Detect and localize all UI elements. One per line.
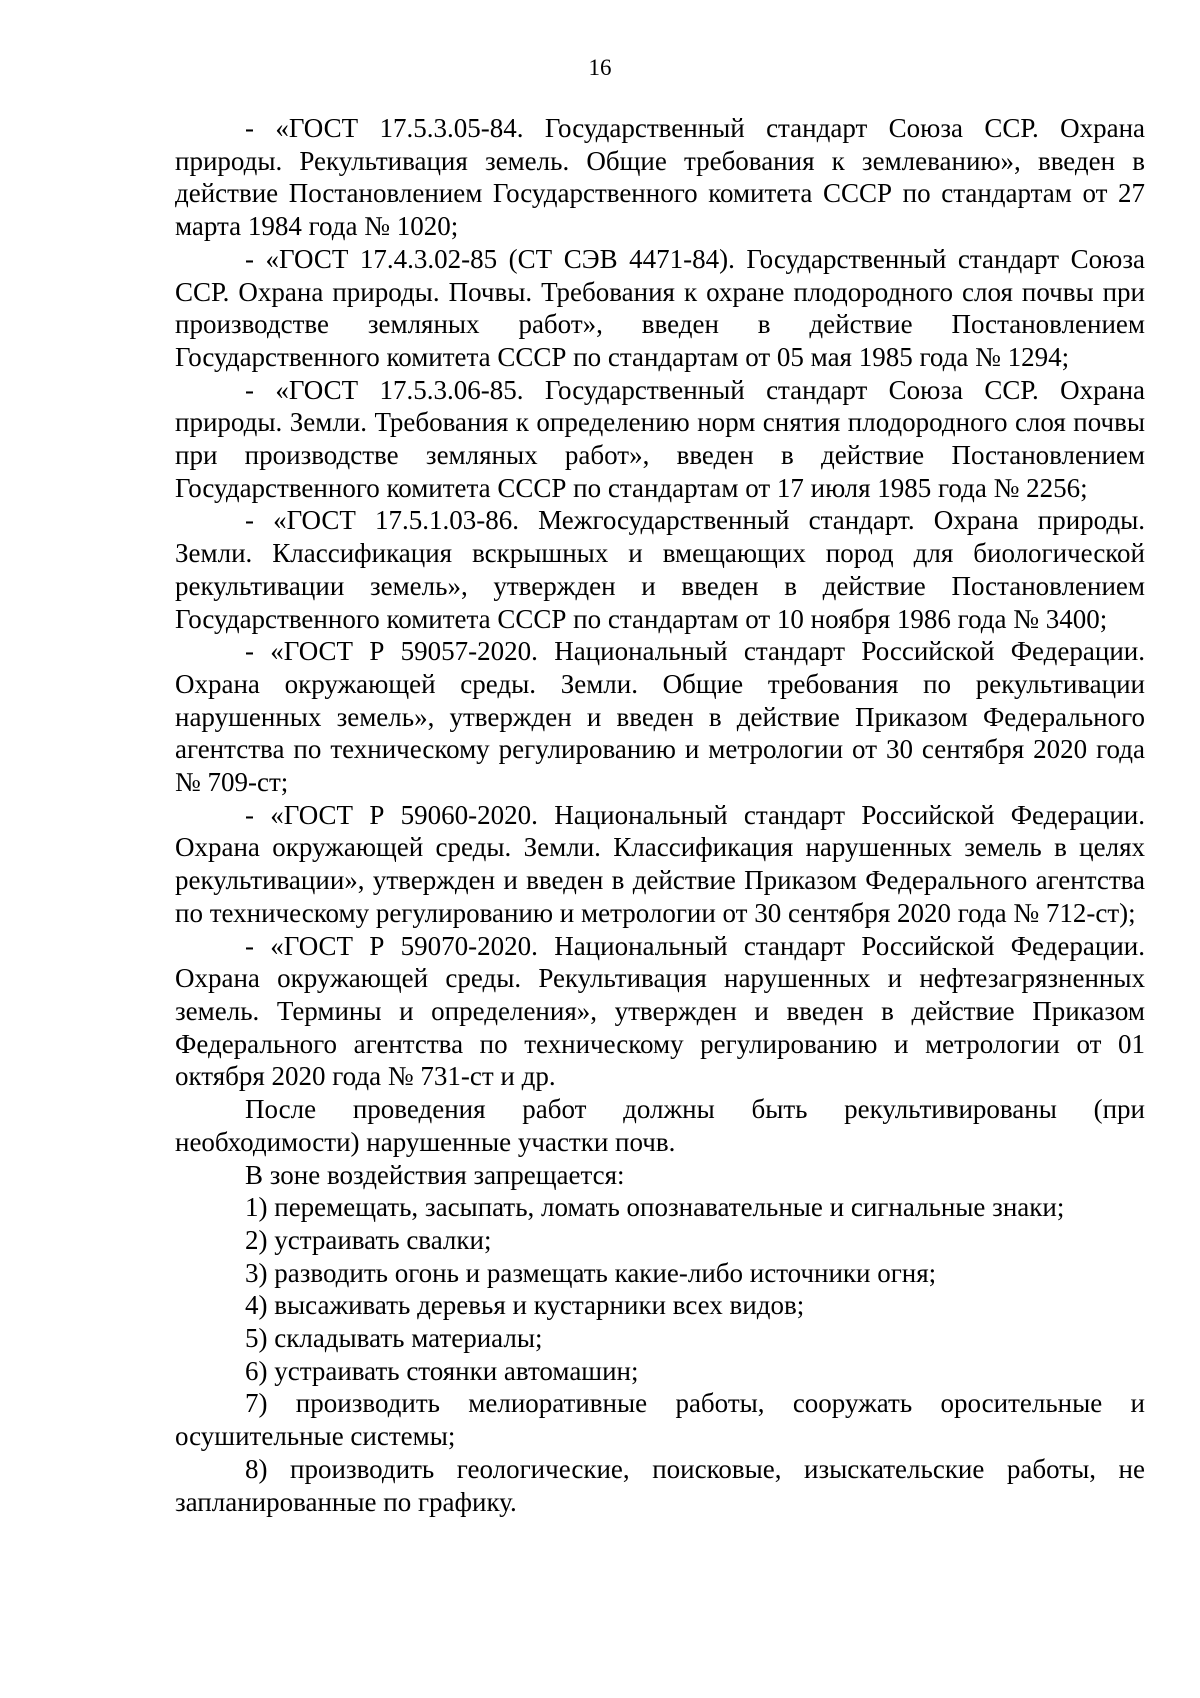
- prohibition-item-1: 1) перемещать, засыпать, ломать опознавательные и сигнальные знаки;: [245, 1192, 1065, 1223]
- standard-item-gost-r-59070-2020: - «ГОСТ Р 59070-2020. Национальный стандарт Российской Федерации. Охрана окружающей среды. Рекультивация нарушенных и нефтезагрязненных земель. Термины и определения», утвержден и введен в действие Приказом Федерального агентства по техническому регулированию и метрологии от 01 октября 2020 года № 731-ст и др.: [175, 930, 1145, 1092]
- standard-item-gost-r-59057-2020: - «ГОСТ Р 59057-2020. Национальный стандарт Российской Федерации. Охрана окружающей среды. Земли. Общие требования по рекультивации нарушенных земель», утвержден и введен в действие Приказом Федерального агентства по техническому регулированию и метрологии от 30 сентября 2020 года № 709-ст;: [175, 636, 1145, 798]
- prohibitions-intro: В зоне воздействия запрещается:: [245, 1159, 625, 1190]
- reclamation-paragraph: После проведения работ должны быть рекультивированы (при необходимости) нарушенные участки почв.: [175, 1094, 1145, 1157]
- prohibition-item-8: 8) производить геологические, поисковые, изыскательские работы, не запланированные по графику.: [175, 1453, 1145, 1517]
- document-body: [175, 112, 1145, 1518]
- standard-item-gost-r-59060-2020: - «ГОСТ Р 59060-2020. Национальный стандарт Российской Федерации. Охрана окружающей среды. Земли. Классификация нарушенных земель в целях рекультивации», утвержден и введен в действие Приказом Федерального агентства по техническому регулированию и метрологии от 30 сентября 2020 года № 712-ст);: [175, 799, 1145, 928]
- page-number: 16: [588, 55, 612, 80]
- prohibition-item-7: 7) производить мелиоративные работы, сооружать оросительные и осушительные системы;: [175, 1388, 1145, 1452]
- standard-item-gost-17-5-1-03-86: - «ГОСТ 17.5.1.03-86. Межгосударственный стандарт. Охрана природы. Земли. Классификация вскрышных и вмещающих пород для биологической рекультивации земель», утвержден и введен в действие Постановлением Государственного комитета СССР по стандартам от 10 ноября 1986 года № 3400;: [175, 505, 1145, 634]
- prohibition-item-5: 5) складывать материалы;: [245, 1323, 543, 1354]
- prohibition-item-3: 3) разводить огонь и размещать какие-либо источники огня;: [245, 1257, 937, 1288]
- standard-item-gost-17-5-3-05-84: - «ГОСТ 17.5.3.05-84. Государственный стандарт Союза ССР. Охрана природы. Рекультивация земель. Общие требования к землеванию», введен в действие Постановлением Государственного комитета СССР по стандартам от 27 марта 1984 года № 1020;: [175, 113, 1145, 242]
- standard-item-gost-17-4-3-02-85: - «ГОСТ 17.4.3.02-85 (СТ СЭВ 4471-84). Государственный стандарт Союза ССР. Охрана природы. Почвы. Требования к охране плодородного слоя почвы при производстве земляных работ», введен в действие Постановлением Государственного комитета СССР по стандартам от 05 мая 1985 года № 1294;: [175, 243, 1145, 372]
- standard-item-gost-17-5-3-06-85: - «ГОСТ 17.5.3.06-85. Государственный стандарт Союза ССР. Охрана природы. Земли. Требования к определению норм снятия плодородного слоя почвы при производстве земляных работ», введен в действие Постановлением Государственного комитета СССР по стандартам от 17 июля 1985 года № 2256;: [175, 374, 1145, 503]
- prohibition-item-6: 6) устраивать стоянки автомашин;: [245, 1355, 639, 1386]
- prohibition-item-2: 2) устраивать свалки;: [245, 1224, 492, 1255]
- prohibition-item-4: 4) высаживать деревья и кустарники всех видов;: [245, 1290, 805, 1321]
